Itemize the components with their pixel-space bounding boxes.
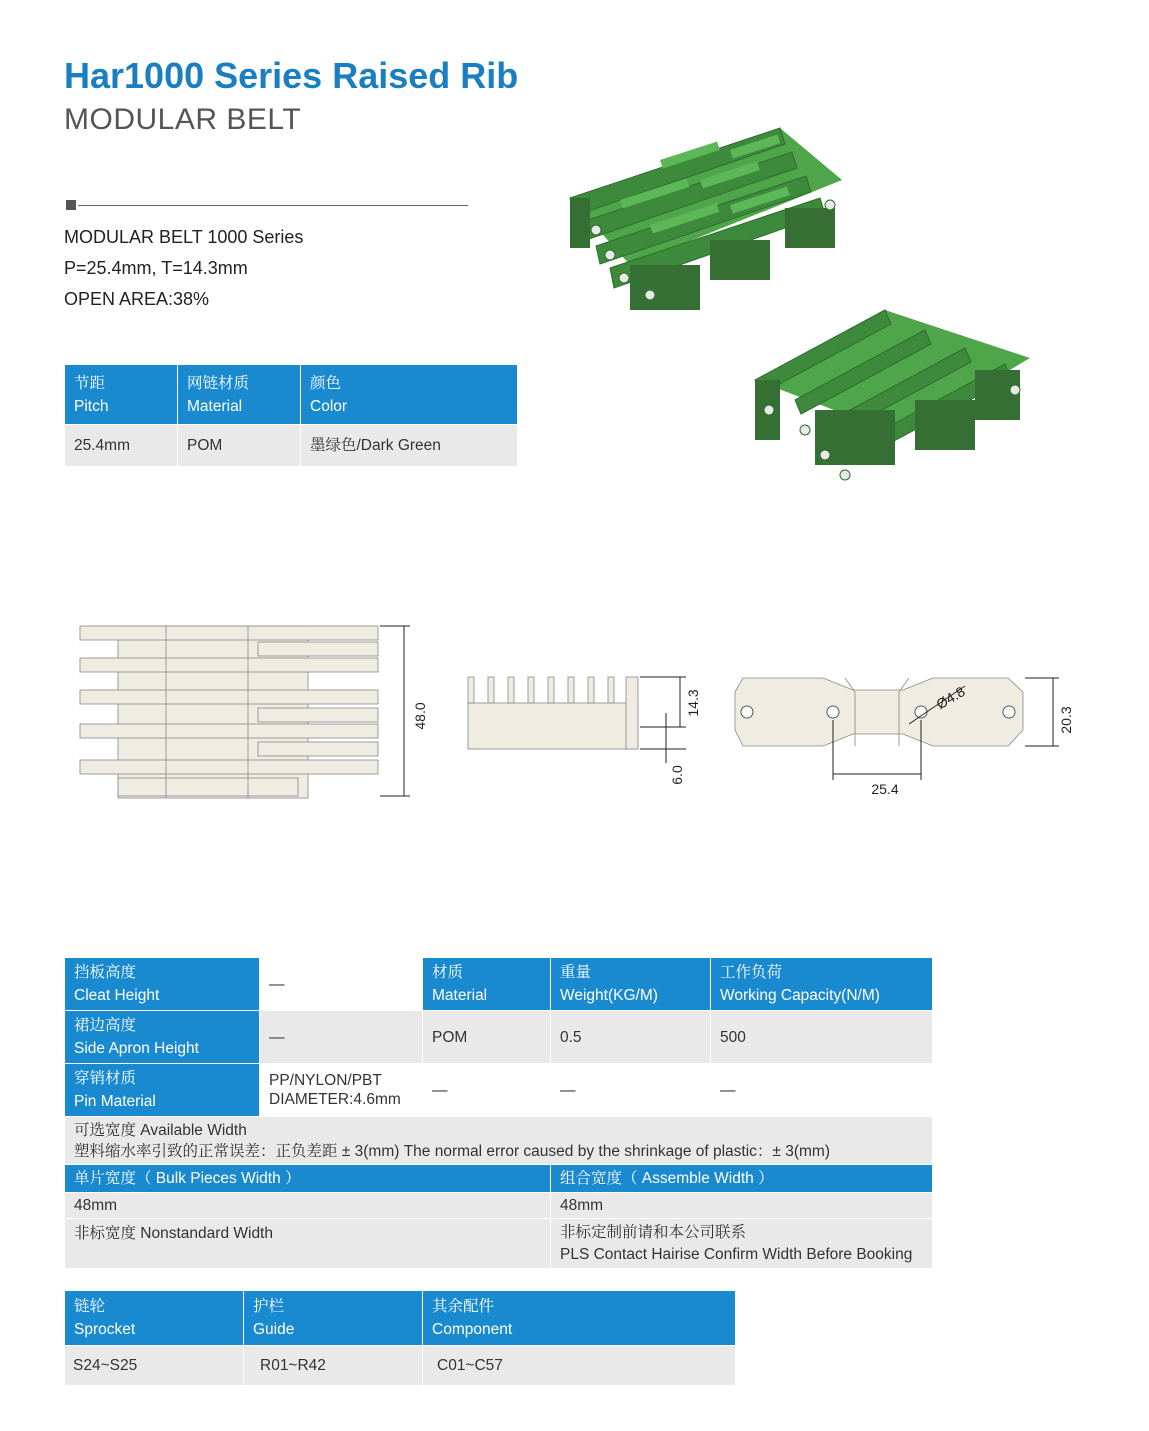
spec-series: MODULAR BELT 1000 Series <box>64 227 304 247</box>
belt-render-bottom <box>735 290 1035 495</box>
sprocket-value: S24~S25 <box>65 1346 244 1386</box>
component-header: 其余配件 Component <box>423 1291 736 1346</box>
guide-value: R01~R42 <box>244 1346 423 1386</box>
drawing-link-profile <box>733 672 1083 802</box>
nonstandard-label: 非标宽度 Nonstandard Width <box>65 1219 551 1269</box>
info-table <box>64 364 518 467</box>
assemble-width-value: 48mm <box>551 1193 933 1219</box>
header-material: 网链材质 Material <box>178 365 301 425</box>
value-material: POM <box>178 425 301 467</box>
dim-hole-label: Ø4.8 <box>933 683 968 713</box>
nonstandard-note: 非标定制前请和本公司联系 PLS Contact Hairise Confirm Width Before Booking <box>551 1219 933 1269</box>
value-color: 墨绿色/Dark Green <box>301 425 518 467</box>
guide-header: 护栏 Guide <box>244 1291 423 1346</box>
pin-material-value: PP/NYLON/PBT DIAMETER:4.6mm <box>260 1064 423 1117</box>
pin-material-header: 穿销材质 Pin Material <box>65 1064 260 1117</box>
material-header: 材质 Material <box>423 958 551 1011</box>
bulk-width-value: 48mm <box>65 1193 551 1219</box>
width-note: 可选宽度 Available Width 塑料缩水率引致的正常误差：正负差距 ± 3(mm) The normal error caused by the shrinkage of plastic：± 3(mm) <box>65 1117 933 1165</box>
capacity-header: 工作负荷 Working Capacity(N/M) <box>711 958 933 1011</box>
weight-value: 0.5 <box>551 1011 711 1064</box>
weight-header: 重量 Weight(KG/M) <box>551 958 711 1011</box>
pin-row-capacity: — <box>711 1064 933 1117</box>
header-pitch: 节距 Pitch <box>65 365 178 425</box>
pin-row-weight: — <box>551 1064 711 1117</box>
page-title: Har1000 Series Raised Rib <box>64 55 519 96</box>
section-marker <box>66 200 76 210</box>
pin-row-material: — <box>423 1064 551 1117</box>
spec-open-area: OPEN AREA:38% <box>64 289 210 309</box>
sprocket-header: 链轮 Sprocket <box>65 1291 244 1346</box>
cleat-height-value: — <box>260 958 423 1011</box>
dim-rib-label: 6.0 <box>669 765 685 785</box>
component-value: C01~C57 <box>423 1346 736 1386</box>
spec-table <box>64 957 933 1269</box>
material-value: POM <box>423 1011 551 1064</box>
dim-pitch-label: 25.4 <box>871 781 899 797</box>
dim-thickness-label: 14.3 <box>685 689 701 717</box>
capacity-value: 500 <box>711 1011 933 1064</box>
drawing-side-view <box>466 675 706 795</box>
dim-link-height-label: 20.3 <box>1058 706 1074 734</box>
assemble-width-header: 组合宽度（ Assemble Width ） <box>551 1165 933 1193</box>
side-apron-header: 裙边高度 Side Apron Height <box>65 1011 260 1064</box>
spec-pitch-thickness: P=25.4mm, T=14.3mm <box>64 258 248 278</box>
section-divider <box>78 205 468 206</box>
value-pitch: 25.4mm <box>65 425 178 467</box>
side-apron-value: — <box>260 1011 423 1064</box>
cleat-height-header: 挡板高度 Cleat Height <box>65 958 260 1011</box>
header-color: 颜色 Color <box>301 365 518 425</box>
bulk-width-header: 单片宽度（ Bulk Pieces Width ） <box>65 1165 551 1193</box>
dim-height-label: 48.0 <box>412 702 428 730</box>
page-subtitle: MODULAR BELT <box>64 103 302 136</box>
parts-table <box>64 1290 736 1386</box>
spec-summary <box>64 222 303 315</box>
drawing-top-view <box>78 620 438 805</box>
